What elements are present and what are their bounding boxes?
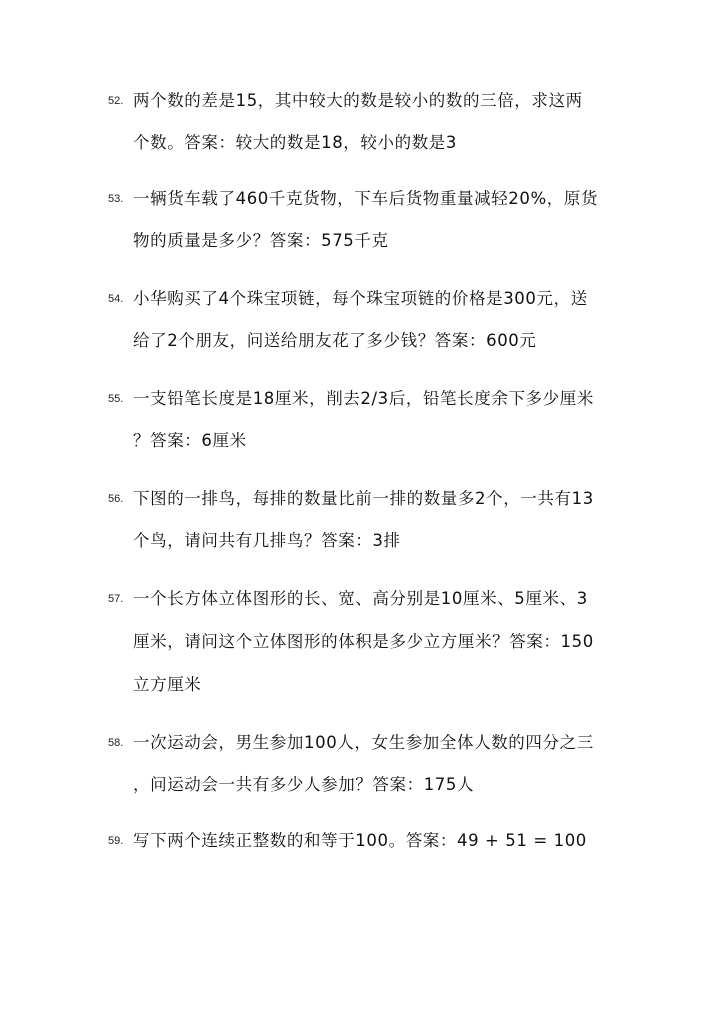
question-number: 53. <box>108 193 124 205</box>
question-text-line: 下图的一排鸟，每排的数量比前一排的数量多2个，一共有13 <box>133 489 594 508</box>
question-text-line: 一支铅笔长度是18厘米，削去2/3后，铅笔长度余下多少厘米 <box>133 389 594 408</box>
question-text-line: 两个数的差是15，其中较大的数是较小的数的三倍，求这两 <box>133 91 583 110</box>
question-text-line: ？答案：6厘米 <box>133 431 247 450</box>
question-text-line: ，问运动会一共有多少人参加？答案：175人 <box>133 775 475 794</box>
question-number: 54. <box>108 293 124 305</box>
question-text-line: 写下两个连续正整数的和等于100。答案：49 + 51 = 100 <box>133 831 587 850</box>
question-text-line: 厘米，请问这个立体图形的体积是多少立方厘米？答案：150 <box>133 632 594 651</box>
question-number: 56. <box>108 493 124 505</box>
question-text-line: 一个长方体立体图形的长、宽、高分别是10厘米、5厘米、3 <box>133 589 588 608</box>
question-number: 55. <box>108 393 124 405</box>
question-number: 52. <box>108 95 124 107</box>
question-text-line: 立方厘米 <box>133 675 202 694</box>
question-text-line: 个鸟，请问共有几排鸟？答案：3排 <box>133 531 401 550</box>
question-text-line: 小华购买了4个珠宝项链，每个珠宝项链的价格是300元，送 <box>133 289 588 308</box>
question-text-line: 一次运动会，男生参加100人，女生参加全体人数的四分之三 <box>133 733 594 752</box>
question-text-line: 一辆货车载了460千克货物，下车后货物重量减轻20%，原货 <box>133 189 599 208</box>
question-number: 57. <box>108 593 124 605</box>
question-text-line: 个数。答案：较大的数是18，较小的数是3 <box>133 133 457 152</box>
question-number: 59. <box>108 835 124 847</box>
question-text-line: 给了2个朋友，问送给朋友花了多少钱？答案：600元 <box>133 331 537 350</box>
question-number: 58. <box>108 737 124 749</box>
question-text-line: 物的质量是多少？答案：575千克 <box>133 231 389 250</box>
